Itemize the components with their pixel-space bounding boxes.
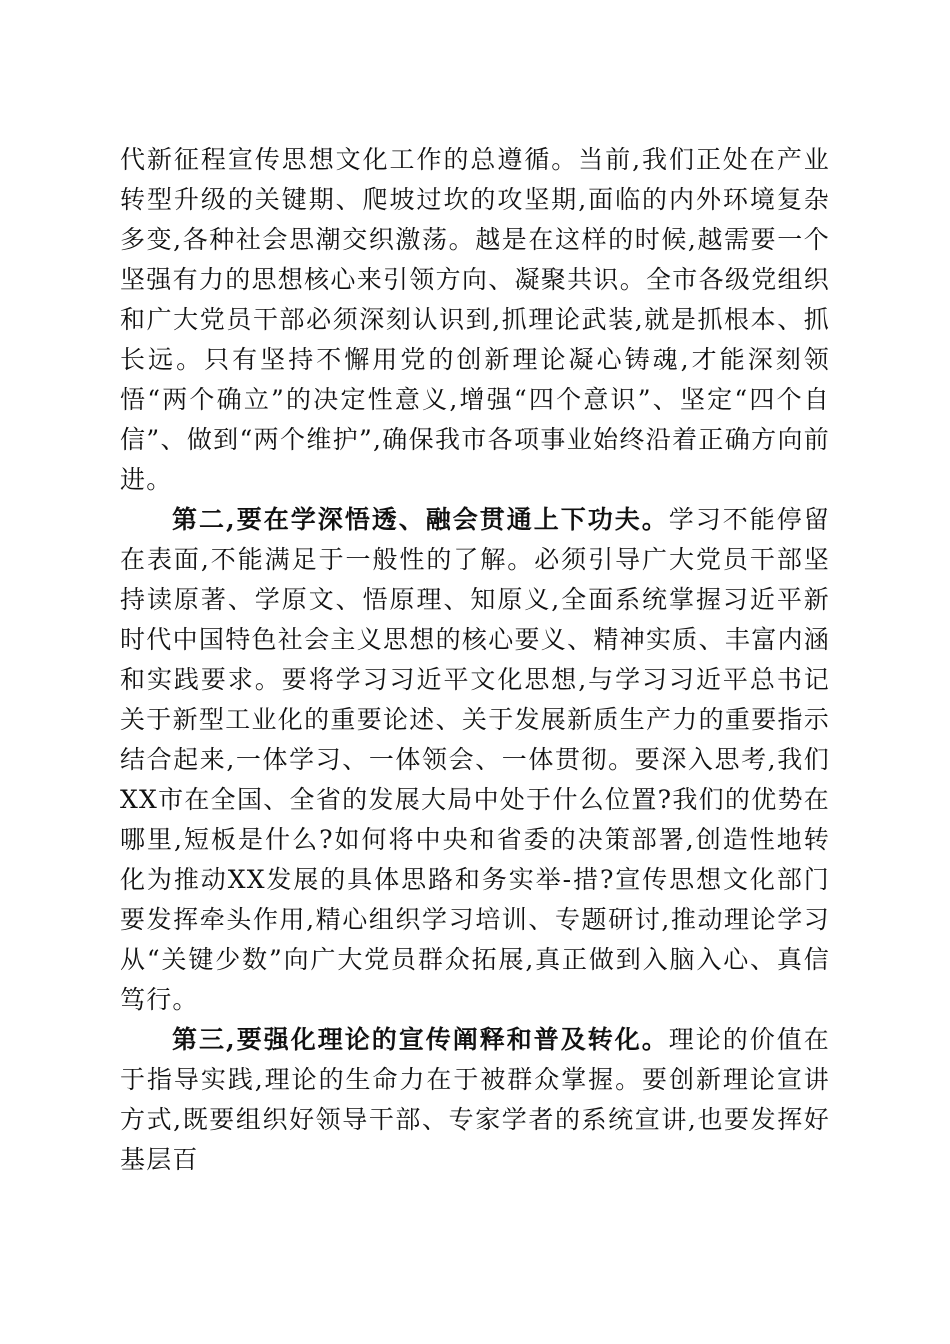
paragraph-text: 理论的价值在于指导实践,理论的生命力在于被群众掌握。要创新理论宣讲方式,既要组织好领导干部、专家学者的系统宣讲,也要发挥好基层百 [120, 1025, 830, 1174]
paragraph-heading: 第二,要在学深悟透、融会贯通上下功夫。 [172, 505, 669, 534]
paragraph-text: 学习不能停留在表面,不能满足于一般性的了解。必须引导广大党员干部坚持读原著、学原文、悟原理、知原义,全面系统掌握习近平新时代中国特色社会主义思想的核心要义、精神实质、丰富内涵和实践要求。要将学习习近平文化思想,与学习习近平总书记关于新型工业化的重要论述、关于发展新质生产力的重要指示结合起来,一体学习、一体领会、一体贯彻。要深入思考,我们XX市在全国、全省的发展大局中处于什么位置?我们的优势在哪里,短板是什么?如何将中央和省委的决策部署,创造性地转化为推动XX发展的具体思路和务实举-措?宣传思想文化部门要发挥牵头作用,精心组织学习培训、专题研讨,推动理论学习从“关键少数”向广大党员群众拓展,真正做到入脑入心、真信笃行。 [120, 505, 830, 1014]
paragraph-second-point [120, 500, 830, 1020]
document-body [120, 140, 830, 1180]
paragraph-text: 代新征程宣传思想文化工作的总遵循。当前,我们正处在产业转型升级的关键期、爬坡过坎的攻坚期,面临的内外环境复杂多变,各种社会思潮交织激荡。越是在这样的时候,越需要一个坚强有力的思想核心来引领方向、凝聚共识。全市各级党组织和广大党员干部必须深刻认识到,抓理论武装,就是抓根本、抓长远。只有坚持不懈用党的创新理论凝心铸魂,才能深刻领悟“两个确立”的决定性意义,增强“四个意识”、坚定“四个自信”、做到“两个维护”,确保我市各项事业始终沿着正确方向前进。 [120, 145, 830, 494]
paragraph-third-point [120, 1020, 830, 1180]
paragraph-continuation [120, 140, 830, 500]
paragraph-heading: 第三,要强化理论的宣传阐释和普及转化。 [172, 1025, 669, 1054]
